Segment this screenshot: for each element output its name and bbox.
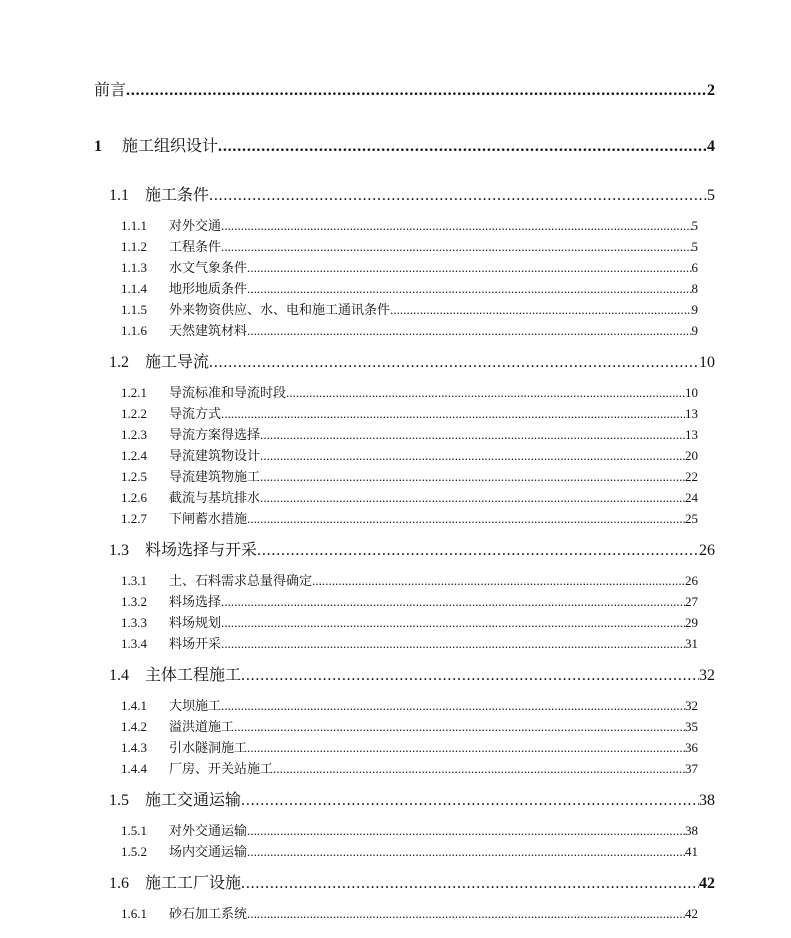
toc-entry-title: 前言 [94,82,127,99]
toc-entry-number: 1.2.1 [121,385,147,400]
toc-entry-title: 截流与基坑排水 [169,490,261,505]
toc-entry[interactable] [121,633,698,652]
toc-entry-number: 1.3.1 [121,573,147,588]
toc-entry[interactable] [121,382,698,401]
toc-entry-page: 37 [685,761,698,776]
toc-entry-page: 5 [691,239,698,254]
toc-entry-number: 1.4.4 [121,761,147,776]
toc-entry-number: 1.6.1 [121,906,147,921]
toc-entry-number: 1.2.3 [121,427,147,442]
toc-entry[interactable] [109,537,715,560]
toc-entry-number: 1.2.7 [121,511,147,526]
toc-entry[interactable] [121,445,698,464]
toc-entry-title: 料场开采 [169,636,222,651]
toc-entry-title: 对外交通运输 [169,823,248,838]
toc-entry-number: 1.1.2 [121,239,147,254]
toc-entry-page: 24 [685,490,698,505]
dot-leader [247,511,685,527]
dot-leader [218,138,707,156]
dot-leader [247,823,685,839]
toc-entry[interactable] [121,403,698,422]
toc-entry-page: 38 [699,792,715,809]
toc-entry-page: 35 [685,719,698,734]
dot-leader [260,469,685,485]
toc-entry-title: 工程条件 [169,239,222,254]
toc-entry-page: 36 [685,740,698,755]
toc-entry-title: 厂房、开关站施工 [169,761,274,776]
dot-leader [390,302,691,318]
toc-entry-number: 1.4.1 [121,698,147,713]
toc-entry-title: 砂石加工系统 [169,906,248,921]
dot-leader [126,82,707,100]
toc-entry-page: 26 [685,573,698,588]
toc-entry-page: 5 [707,187,715,204]
dot-leader [260,427,685,443]
dot-leader [241,667,699,685]
toc-entry[interactable] [121,236,698,255]
toc-entry-number: 1.4 [109,667,129,684]
toc-entry-title: 导流建筑物设计 [169,448,261,463]
dot-leader [241,875,699,893]
toc-entry-title: 下闸蓄水措施 [169,511,248,526]
toc-entry-number: 1.3.3 [121,615,147,630]
toc-entry-title: 导流标准和导流时段 [169,385,287,400]
toc-entry[interactable] [121,841,698,860]
dot-leader [221,406,685,422]
dot-leader [221,594,685,610]
toc-entry-number: 1.2.5 [121,469,147,484]
toc-entry-number: 1.5.1 [121,823,147,838]
toc-entry-page: 8 [691,281,698,296]
toc-entry[interactable] [121,487,698,506]
toc-entry-title: 对外交通 [169,218,222,233]
toc-entry-title: 主体工程施工 [145,667,242,684]
toc-entry-page: 4 [707,138,715,155]
toc-entry-title: 土、石料需求总量得确定 [169,573,313,588]
dot-leader [221,636,685,652]
toc-entry-number: 1.3 [109,542,129,559]
toc-entry[interactable] [94,133,715,156]
toc-entry-number: 1.4.3 [121,740,147,755]
toc-entry[interactable] [121,903,698,922]
dot-leader [234,719,685,735]
toc-entry-number: 1.5 [109,792,129,809]
toc-entry-page: 10 [699,354,715,371]
toc-entry-page: 20 [685,448,698,463]
toc-entry-title: 外来物资供应、水、电和施工通讯条件 [169,302,391,317]
toc-entry-title: 施工条件 [145,187,210,204]
toc-entry-title: 施工组织设计 [122,138,219,155]
dot-leader [247,844,685,860]
toc-entry-page: 41 [685,844,698,859]
dot-leader [247,906,685,922]
toc-entry-page: 9 [691,323,698,338]
toc-entry[interactable] [109,182,715,205]
toc-entry-number: 1.1.1 [121,218,147,233]
toc-entry-page: 6 [691,260,698,275]
dot-leader [260,448,685,464]
toc-entry-number: 1.4.2 [121,719,147,734]
toc-entry-title: 施工导流 [145,354,210,371]
toc-entry[interactable] [109,349,715,372]
dot-leader [286,385,685,401]
toc-entry-number: 1.2.2 [121,406,147,421]
toc-entry-page: 29 [685,615,698,630]
toc-entry-page: 32 [699,667,715,684]
toc-entry-page: 22 [685,469,698,484]
toc-entry[interactable] [121,737,698,756]
toc-entry-title: 引水隧洞施工 [169,740,248,755]
toc-entry-title: 溢洪道施工 [169,719,235,734]
toc-entry-page: 26 [699,542,715,559]
dot-leader [221,698,685,714]
toc-entry-page: 9 [691,302,698,317]
toc-entry-title: 导流方式 [169,406,222,421]
toc-entry-page: 10 [685,385,698,400]
toc-entry-page: 13 [685,406,698,421]
toc-entry[interactable] [121,570,698,589]
toc-entry-page: 42 [685,906,698,921]
dot-leader [247,740,685,756]
toc-entry[interactable] [121,758,698,777]
toc-entry-title: 天然建筑材料 [169,323,248,338]
toc-entry[interactable] [121,820,698,839]
dot-leader [247,260,691,276]
toc-entry-title: 地形地质条件 [169,281,248,296]
toc-entry[interactable] [109,870,715,893]
toc-entry[interactable] [109,662,715,685]
toc-entry-title: 施工工厂设施 [145,875,242,892]
toc-entry-page: 13 [685,427,698,442]
toc-entry-page: 31 [685,636,698,651]
toc-entry-number: 1.2 [109,354,129,371]
toc-entry-number: 1.2.6 [121,490,147,505]
toc-entry[interactable] [121,508,698,527]
toc-entry-title: 料场选择 [169,594,222,609]
toc-entry[interactable] [121,716,698,735]
toc-entry-title: 料场选择与开采 [145,542,258,559]
dot-leader [221,218,691,234]
toc-entry[interactable] [109,787,715,810]
toc-entry[interactable] [121,591,698,610]
dot-leader [257,542,699,560]
toc-entry-title: 水文气象条件 [169,260,248,275]
toc-entry-page: 38 [685,823,698,838]
toc-entry[interactable] [121,466,698,485]
dot-leader [247,281,691,297]
dot-leader [247,323,691,339]
toc-entry-number: 1.3.4 [121,636,147,651]
dot-leader [241,792,699,810]
toc-entry[interactable] [121,695,698,714]
toc-entry-page: 25 [685,511,698,526]
toc-entry[interactable] [121,320,698,339]
dot-leader [221,239,691,255]
toc-entry-title: 料场规划 [169,615,222,630]
dot-leader [209,187,707,205]
toc-entry[interactable] [121,215,698,234]
toc-entry-number: 1.1.5 [121,302,147,317]
toc-entry-page: 2 [707,82,715,99]
toc-entry-page: 42 [699,875,715,892]
toc-entry-title: 场内交通运输 [169,844,248,859]
toc-entry-number: 1.1.6 [121,323,147,338]
toc-entry-title: 大坝施工 [169,698,222,713]
dot-leader [221,615,685,631]
toc-entry-number: 1.2.4 [121,448,147,463]
toc-entry-number: 1.6 [109,875,129,892]
toc-entry-number: 1.5.2 [121,844,147,859]
toc-entry-number: 1.1.3 [121,260,147,275]
dot-leader [260,490,685,506]
dot-leader [209,354,699,372]
toc-entry[interactable] [121,424,698,443]
toc-entry-number: 1.3.2 [121,594,147,609]
toc-entry[interactable] [121,299,698,318]
toc-entry-page: 5 [691,218,698,233]
toc-entry[interactable] [94,77,715,100]
dot-leader [312,573,685,589]
toc-entry-title: 导流建筑物施工 [169,469,261,484]
toc-entry-number: 1.1.4 [121,281,147,296]
toc-entry-number: 1.1 [109,187,129,204]
dot-leader [273,761,685,777]
toc-entry-page: 32 [685,698,698,713]
toc-entry-title: 导流方案得选择 [169,427,261,442]
toc-entry[interactable] [121,278,698,297]
toc-entry-title: 施工交通运输 [145,792,242,809]
toc-entry-page: 27 [685,594,698,609]
toc-entry[interactable] [121,612,698,631]
toc-entry[interactable] [121,257,698,276]
toc-entry-number: 1 [94,138,102,155]
